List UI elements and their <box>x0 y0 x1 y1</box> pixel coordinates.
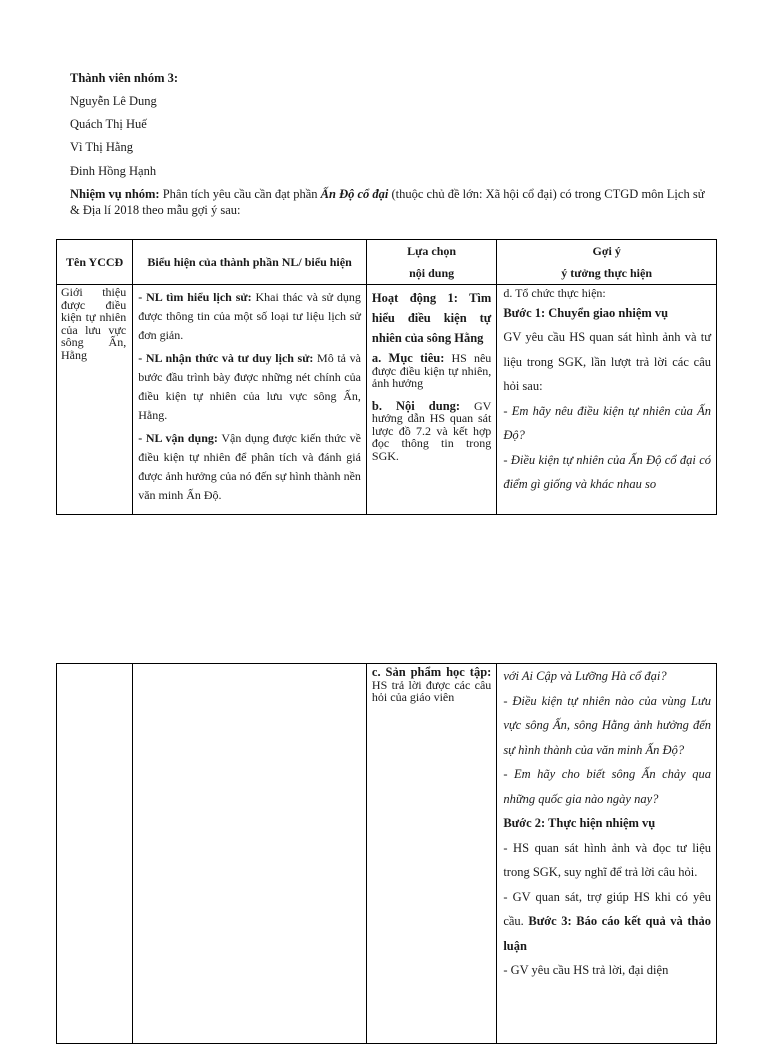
gv-request: GV yêu cầu HS quan sát hình ảnh và tư liệu trong SGK, lần lượt trả lời các câu hỏi sau: <box>503 330 711 393</box>
competency-item: - NL nhận thức và tư duy lịch sử: Mô tả và bước đầu trình bày được những nét chính của điều kiện tự nhiên của lưu vực sông Ấn, Hằng. <box>138 351 361 422</box>
table-header-row <box>57 240 717 285</box>
yccd-cell <box>57 285 133 515</box>
idea-cell <box>497 664 717 1044</box>
analysis-table-page2 <box>56 663 717 1044</box>
question: - Em hãy nêu điều kiện tự nhiên của Ấn Độ? <box>503 403 711 442</box>
gv-cut-text: - GV yêu cầu HS trả lời, đại diện <box>503 963 669 977</box>
product: c. Sản phẩm học tập: HS trả lời được các câu hỏi của giáo viên <box>371 665 492 704</box>
member-name: Đinh Hồng Hạnh <box>70 164 157 178</box>
idea-cell <box>497 285 717 515</box>
question: - Em hãy cho biết sông Ấn chảy qua những quốc gia nào ngày nay? <box>503 767 711 806</box>
bieu-hien-cell <box>133 285 367 515</box>
task-text: Phân tích yêu cầu cần đạt phần <box>159 187 321 201</box>
gv-support: - GV quan sát, trợ giúp HS khi có yêu cầu. Bước 3: Báo cáo kết quả và thảo luận <box>503 889 711 953</box>
table-row <box>57 664 717 1044</box>
objective: a. Mục tiêu: HS nêu được điều kiện tự nhiên, ảnh hưởng <box>371 351 492 390</box>
header-yccd: Tên YCCĐ <box>57 240 133 285</box>
step1-title: Bước 1: Chuyển giao nhiệm vụ <box>503 306 669 320</box>
member-name: Vì Thị Hằng <box>70 140 133 154</box>
yccd-text: Giới thiệu được điều kiện tự nhiên của lưu vực sông Ấn, Hằng <box>61 285 127 362</box>
members-title: Thành viên nhóm 3: <box>70 71 179 85</box>
competency-item: - NL tìm hiểu lịch sử: Khai thác và sử dụng được thông tin của một số loại tư liệu lịch sử đơn giản. <box>138 290 361 342</box>
member-name: Nguyễn Lê Dung <box>70 94 157 108</box>
question: - Điều kiện tự nhiên nào của vùng Lưu vực sông Ấn, sông Hằng ảnh hưởng đến sự hình thành của văn minh Ấn Độ? <box>503 693 711 757</box>
yccd-cell-empty <box>57 664 133 1044</box>
question: với Ai Cập và Lưỡng Hà cổ đại? <box>503 669 667 683</box>
hs-task: - HS quan sát hình ảnh và đọc tư liệu trong SGK, suy nghĩ để trả lời câu hỏi. <box>503 840 711 879</box>
task-text-rest: (thuộc chủ đề lớn: Xã hội cổ đại) có trong CTGD môn Lịch sử & Địa lí 2018 theo mẫu gợi ý sau: <box>70 187 705 217</box>
header-bieu-hien: Biểu hiện của thành phần NL/ biểu hiện <box>133 240 367 285</box>
organization-label: d. Tổ chức thực hiện: <box>503 286 606 300</box>
content-cell <box>366 664 496 1044</box>
analysis-table-page1 <box>56 239 717 515</box>
activity-title: Hoạt động 1: Tìm hiểu điều kiện tự nhiên của sông Hằng <box>371 291 492 345</box>
task-topic: Ấn Độ cổ đại <box>320 187 389 201</box>
member-name: Quách Thị Huế <box>70 117 147 131</box>
content-cell <box>366 285 496 515</box>
bieu-hien-cell-empty <box>133 664 367 1044</box>
group-task <box>70 186 710 218</box>
question: - Điều kiện tự nhiên của Ấn Độ cổ đại có điểm gì giống và khác nhau so <box>503 452 711 491</box>
task-label: Nhiệm vụ nhóm: <box>70 187 160 201</box>
table-row <box>57 285 717 515</box>
header-goi-y: Gợi ý ý tưởng thực hiện <box>497 240 717 285</box>
header-lua-chon: Lựa chọn nội dung <box>366 240 496 285</box>
step2-title: Bước 2: Thực hiện nhiệm vụ <box>503 816 656 830</box>
competency-item: - NL vận dụng: Vận dụng được kiến thức về điều kiện tự nhiên để phân tích và đánh giá được ảnh hưởng của nó đến sự hình thành nền văn minh Ấn Độ. <box>138 431 361 502</box>
content: b. Nội dung: GV hướng dẫn HS quan sát lược đồ 7.2 và kết hợp đọc thông tin trong SGK. <box>371 398 492 463</box>
step3-title: Bước 3: Báo cáo kết quả và thảo luận <box>503 914 711 953</box>
